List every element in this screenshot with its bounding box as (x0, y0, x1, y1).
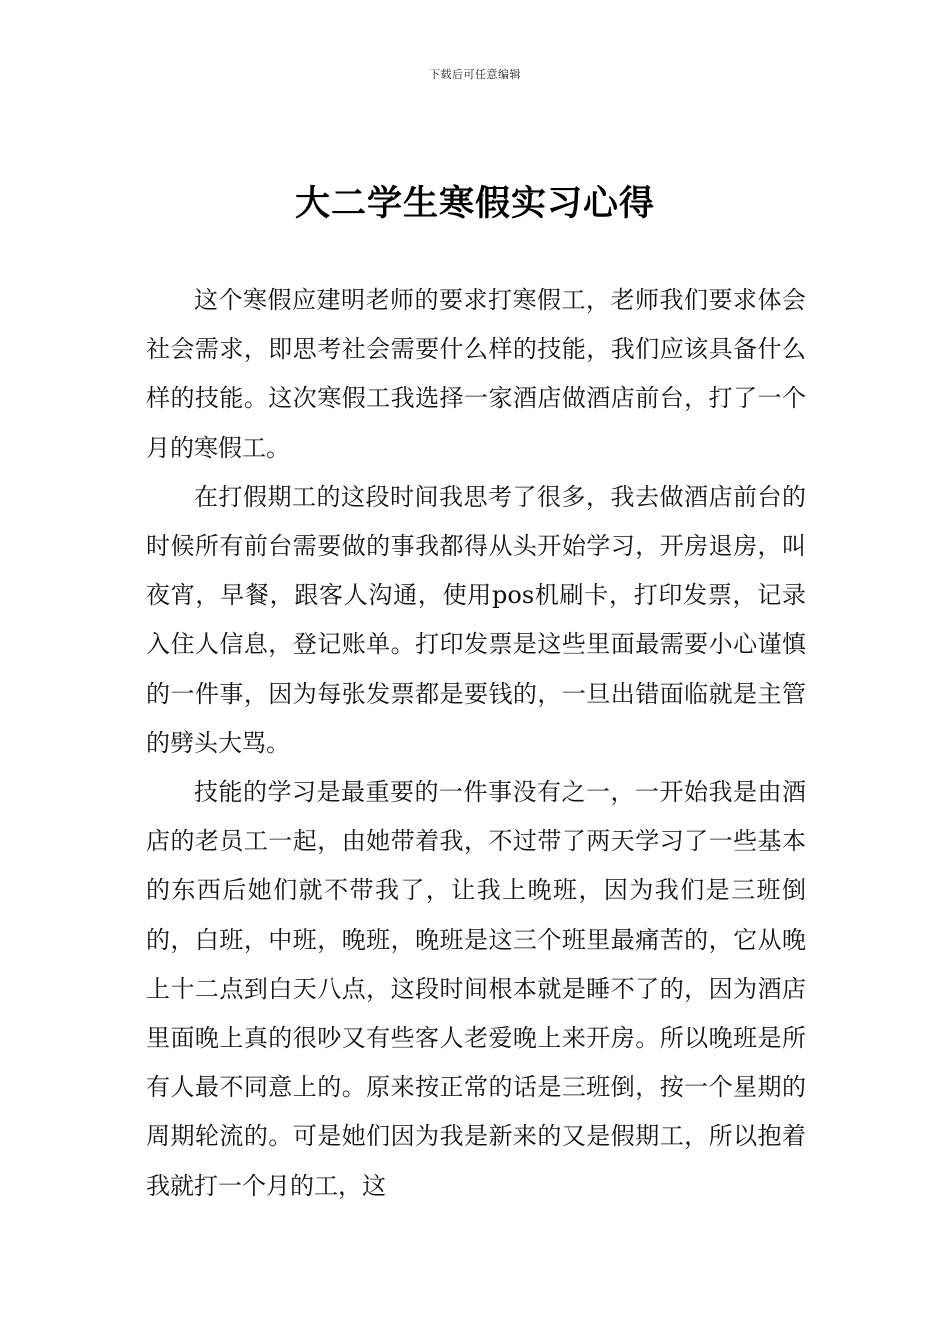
document-title: 大二学生寒假实习心得 (294, 184, 655, 224)
paragraph-2: 在打假期工的这段时间我思考了很多，我去做酒店前台的时候所有前台需要做的事我都得从头开始学习，开房退房，叫夜宵，早餐，跟客人沟通，使用pos机刷卡，打印发票，记录入住人信息，登记账单。打印发票是这些里面最需要小心谨慎的一件事，因为每张发票都是要钱的，一旦出错面临就是主管的劈头大骂。 (146, 482, 806, 757)
paragraph-1: 这个寒假应建明老师的要求打寒假工，老师我们要求体会社会需求，即思考社会需要什么样的技能，我们应该具备什么样的技能。这次寒假工我选择一家酒店做酒店前台，打了一个月的寒假工。 (146, 286, 806, 462)
document-body (146, 276, 806, 1211)
paragraph-3: 技能的学习是最重要的一件事没有之一，一开始我是由酒店的老员工一起，由她带着我，不过带了两天学习了一些基本的东西后她们就不带我了，让我上晚班，因为我们是三班倒的，白班，中班，晚班，晚班是这三个班里最痛苦的，它从晚上十二点到白天八点，这段时间根本就是睡不了的，因为酒店里面晚上真的很吵又有些客人老爱晚上来开房。所以晚班是所有人最不同意上的。原来按正常的话是三班倒，按一个星期的周期轮流的。可是她们因为我是新来的又是假期工，所以抱着我就打一个月的工，这 (146, 778, 806, 1200)
header-note: 下载后可任意编辑 (429, 68, 521, 81)
